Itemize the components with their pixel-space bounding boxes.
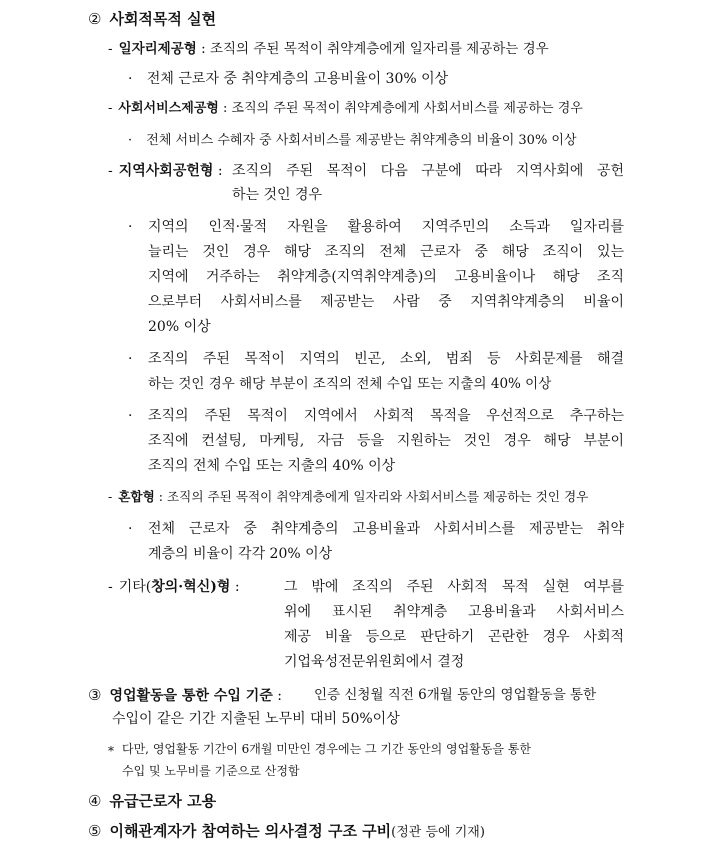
section-3-description: 인증 신청월 직전 6개월 동안의 영업활동을 통한 <box>314 687 597 703</box>
type-label: 일자리제공형 <box>118 41 197 57</box>
bullet: · <box>128 219 133 235</box>
footnote-cont: 수입 및 노무비를 기준으로 산정함 <box>122 764 300 778</box>
section-suffix: (정관 등에 기재) <box>391 825 485 840</box>
footnote: 다만, 영업활동 기간이 6개월 미만인 경우에는 그 기간 동안의 영업활동을 통한 <box>122 742 531 756</box>
bullet: · <box>128 71 133 87</box>
bullet: · <box>128 408 133 424</box>
list-item: · 전체 근로자 중 취약계층의 고용비율이 30% 이상 <box>128 71 449 87</box>
section-2-heading <box>88 8 216 30</box>
list-item: 지역의 인적·물적 자원을 활용하여 지역주민의 소득과 일자리를 <box>148 219 624 235</box>
section-title: 사회적목적 실현 <box>109 10 217 28</box>
list-item-cont: 조직의 전체 수입 또는 지출의 40% 이상 <box>148 458 396 474</box>
section-title: 유급근로자 고용 <box>109 792 217 810</box>
list-item: 전체 근로자 중 취약계층의 고용비율과 사회서비스를 제공받는 취약 <box>148 521 624 537</box>
type-other-creative: - 기타(창의·혁신)형 : <box>108 579 240 595</box>
type-description: 조직의 주된 목적이 취약계층에게 일자리를 제공하는 경우 <box>209 41 549 57</box>
section-3-heading: ③ 영업활동을 통한 수입 기준 : <box>88 686 283 704</box>
type-description-cont: 제공 비율 등으로 판단하기 곤란한 경우 사회적 <box>284 629 624 645</box>
list-item: · 전체 서비스 수혜자 중 사회서비스를 제공받는 취약계층의 비율이 30% 이상 <box>128 133 577 148</box>
type-social-service: - 사회서비스제공형 : 조직의 주된 목적이 취약계층에게 사회서비스를 제공하는 경우 <box>108 101 583 116</box>
type-label: 혼합형 <box>118 489 155 504</box>
bullet: · <box>128 351 133 367</box>
list-item-cont: 으로부터 사회서비스를 제공받는 사람 중 지역취약계층의 비율이 <box>148 294 624 310</box>
type-description: 조직의 주된 목적이 다음 구분에 따라 지역사회에 공헌 <box>232 163 624 179</box>
section-title: 이해관계자가 참여하는 의사결정 구조 구비 <box>109 822 392 840</box>
type-description: 조직의 주된 목적이 취약계층에게 사회서비스를 제공하는 경우 <box>231 101 583 116</box>
bullet: · <box>128 521 133 537</box>
type-label: 창의·혁신 <box>151 579 211 595</box>
section-number: ② <box>88 10 102 28</box>
list-item-cont: 조직에 컨설팅, 마케팅, 자금 등을 지원하는 것인 경우 해당 부분이 <box>148 433 624 449</box>
list-item-cont: 늘리는 것인 경우 해당 조직의 전체 근로자 중 해당 조직이 있는 <box>148 244 624 260</box>
list-item: 조직의 주된 목적이 지역에서 사회적 목적을 우선적으로 추구하는 <box>148 408 624 424</box>
section-title: 영업활동을 통한 수입 기준 <box>109 688 273 704</box>
type-label: 지역사회공헌형 <box>118 163 214 179</box>
section-5-heading <box>88 820 485 844</box>
footnote-mark: * <box>108 744 114 758</box>
list-item: 조직의 주된 목적이 지역의 빈곤, 소외, 범죄 등 사회문제를 해결 <box>148 351 624 367</box>
section-number: ⑤ <box>88 822 102 840</box>
list-item-cont: 하는 것인 경우 해당 부분이 조직의 전체 수입 또는 지출의 40% 이상 <box>148 376 552 392</box>
section-3-description-cont: 수입이 같은 기간 지출된 노무비 대비 50%이상 <box>112 711 400 727</box>
type-description-cont: 하는 것인 경우 <box>232 187 323 203</box>
section-number: ④ <box>88 792 102 810</box>
type-community-contribution: - 지역사회공헌형 : <box>108 163 223 179</box>
type-description-cont: 위에 표시된 취약계층 고용비율과 사회서비스 <box>284 604 624 620</box>
list-item-cont: 계층의 비율이 각각 20% 이상 <box>148 546 333 562</box>
type-job-provision: - 일자리제공형 : 조직의 주된 목적이 취약계층에게 일자리를 제공하는 경우 <box>108 41 549 57</box>
type-description: 조직의 주된 목적이 취약계층에게 일자리와 사회서비스를 제공하는 것인 경우 <box>167 489 589 504</box>
type-description: 그 밖에 조직의 주된 사회적 목적 실현 여부를 <box>284 579 624 595</box>
type-description-cont: 기업육성전문위원회에서 결정 <box>284 654 465 670</box>
type-mixed: - 혼합형 : 조직의 주된 목적이 취약계층에게 일자리와 사회서비스를 제공하는 것인 경우 <box>108 489 589 504</box>
bullet: · <box>128 133 133 148</box>
section-4-heading <box>88 790 216 812</box>
section-number: ③ <box>88 686 102 704</box>
list-item-cont: 20% 이상 <box>148 319 211 335</box>
type-label: 사회서비스제공형 <box>118 101 219 116</box>
list-item-cont: 지역에 거주하는 취약계층(지역취약계층)의 고용비율이나 해당 조직 <box>148 269 624 285</box>
